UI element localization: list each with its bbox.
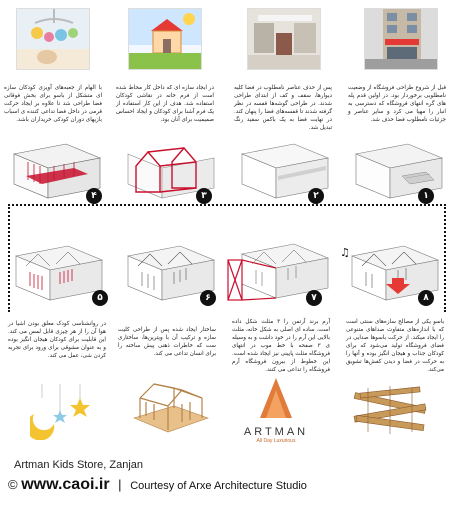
photo-hanging-mobile	[16, 8, 90, 70]
step-7-badge: ۷	[306, 290, 322, 306]
step-5-description: در روانشناسی کودک معلق بودن اشیا در هوا آن را از هر چیزی قابل لمس می کند. این قابلیت برای کودکان هیجان انگیز بوده و به عنوان مشوقی برای ورود برای تجربه کردن شی، عمل می کند.	[8, 321, 106, 359]
step-1-description: قبل از شروع طراحی فروشگاه از وضعیت نامطلوبی برخوردار بود. در اولین قدم پله های گره انتهای فروشگاه که دسترسی به انبار را مهیا می کرد و سایر عناصر و جزئیات نامطلوب فضا حذف شد.	[348, 85, 446, 123]
site-link[interactable]: www.caoi.ir	[21, 476, 110, 493]
photo-store-exterior	[364, 8, 438, 70]
bamboo-wind-chime-image	[348, 382, 432, 442]
footer-separator: |	[118, 477, 122, 492]
photo-store-interior-before	[247, 8, 321, 70]
copyright-symbol: ©	[8, 477, 18, 492]
step-1-badge: ۱	[418, 188, 434, 204]
hanging-star-moon-toy-image	[30, 384, 100, 440]
artman-brand-name: ARTMAN	[243, 426, 309, 438]
step-5-badge: ۵	[92, 290, 108, 306]
step-3-badge: ۳	[196, 188, 212, 204]
artman-tagline: All Day Luxurious	[256, 438, 296, 444]
step-3-description: در ایجاد سازه ای که داخل کار محاط شده است از فرم خانه در نقاشی کودکان استفاده شد. هدف از این کار استفاده از یک فرم آشنا برای کودکان و ایجاد احساس صمیمیت برای آنان بود.	[116, 85, 214, 123]
step-8-badge: ۸	[418, 290, 434, 306]
step-6-description: ساختار ایجاد شده پس از طراحی کلیت سازه و ترکیب آن با ویترین‌ها، ساختاری ست که خاطرات ذهنی پیش ساخته را برای انسان تداعی می کند.	[118, 327, 216, 357]
step-4-badge: ۴	[86, 188, 102, 204]
photo-child-drawing	[128, 8, 202, 70]
artman-logo-mark-icon	[232, 378, 320, 422]
footer-credit	[8, 476, 307, 494]
step-4-description: با الهام از جعبه‌های آویزی کودکان سازه ای متشکل از باسو برای بخش فوقانی فضا طراحی شد تا علاوه بر ایجاد حرکت قرمی در داخل فضا تداعی کننده ی اسباب بازیهای دوران کودکی خریداران باشد.	[4, 85, 102, 123]
step-6-badge: ۶	[200, 290, 216, 306]
courtesy-text: Courtesy of Arxe Architecture Studio	[130, 480, 307, 492]
music-notes-icon: ♫	[340, 246, 350, 259]
project-caption: Artman Kids Store, Zanjan	[14, 459, 144, 471]
step-8-description: باسو یکی از مصالح سازه‌های سنتی است که با اندازه‌های متفاوت صداهای متنوعی را ایجاد میکند. از حرکت باسوها صدایی در فضای فروشگاه تولید می‌شود که برای کودکان جذاب و هیجان انگیز بوده و آنها را به حرکت در فضا و دیدن کفش‌ها تشویق می‌کند.	[346, 319, 444, 373]
timber-frame-house-image	[124, 378, 214, 442]
step-2-badge: ۲	[308, 188, 324, 204]
step-2-description: پس از حذف عناصر نامطلوب در فضا کلیه دیوارها، سقف و کف از ابتدای طراحی شدند. در طراحی گوشه‌ها قفسه در نظر گرفته شدند تا قفسه‌های فضا را پنهان کند. در نهایت فضا به یک باکس سفید رنگ تبدیل شد.	[234, 85, 332, 131]
step-7-description: آرم برند آرتمن را ۳ مثلث شکل داده است. ساده ای اصلی به شکل خانه، مثلث بالایی این آرم را در خود داشت و به وسیله ی ۳ صفحه با خط موب در انتهای فروشگاه مثلث پایینی نیز ایجاد شده است. این خطوط از بیرون فروشگاه آرم فروشگاه را تداعی می کنند.	[232, 319, 331, 373]
artman-logo	[232, 378, 320, 444]
iso-diagram-step-1	[346, 140, 450, 202]
